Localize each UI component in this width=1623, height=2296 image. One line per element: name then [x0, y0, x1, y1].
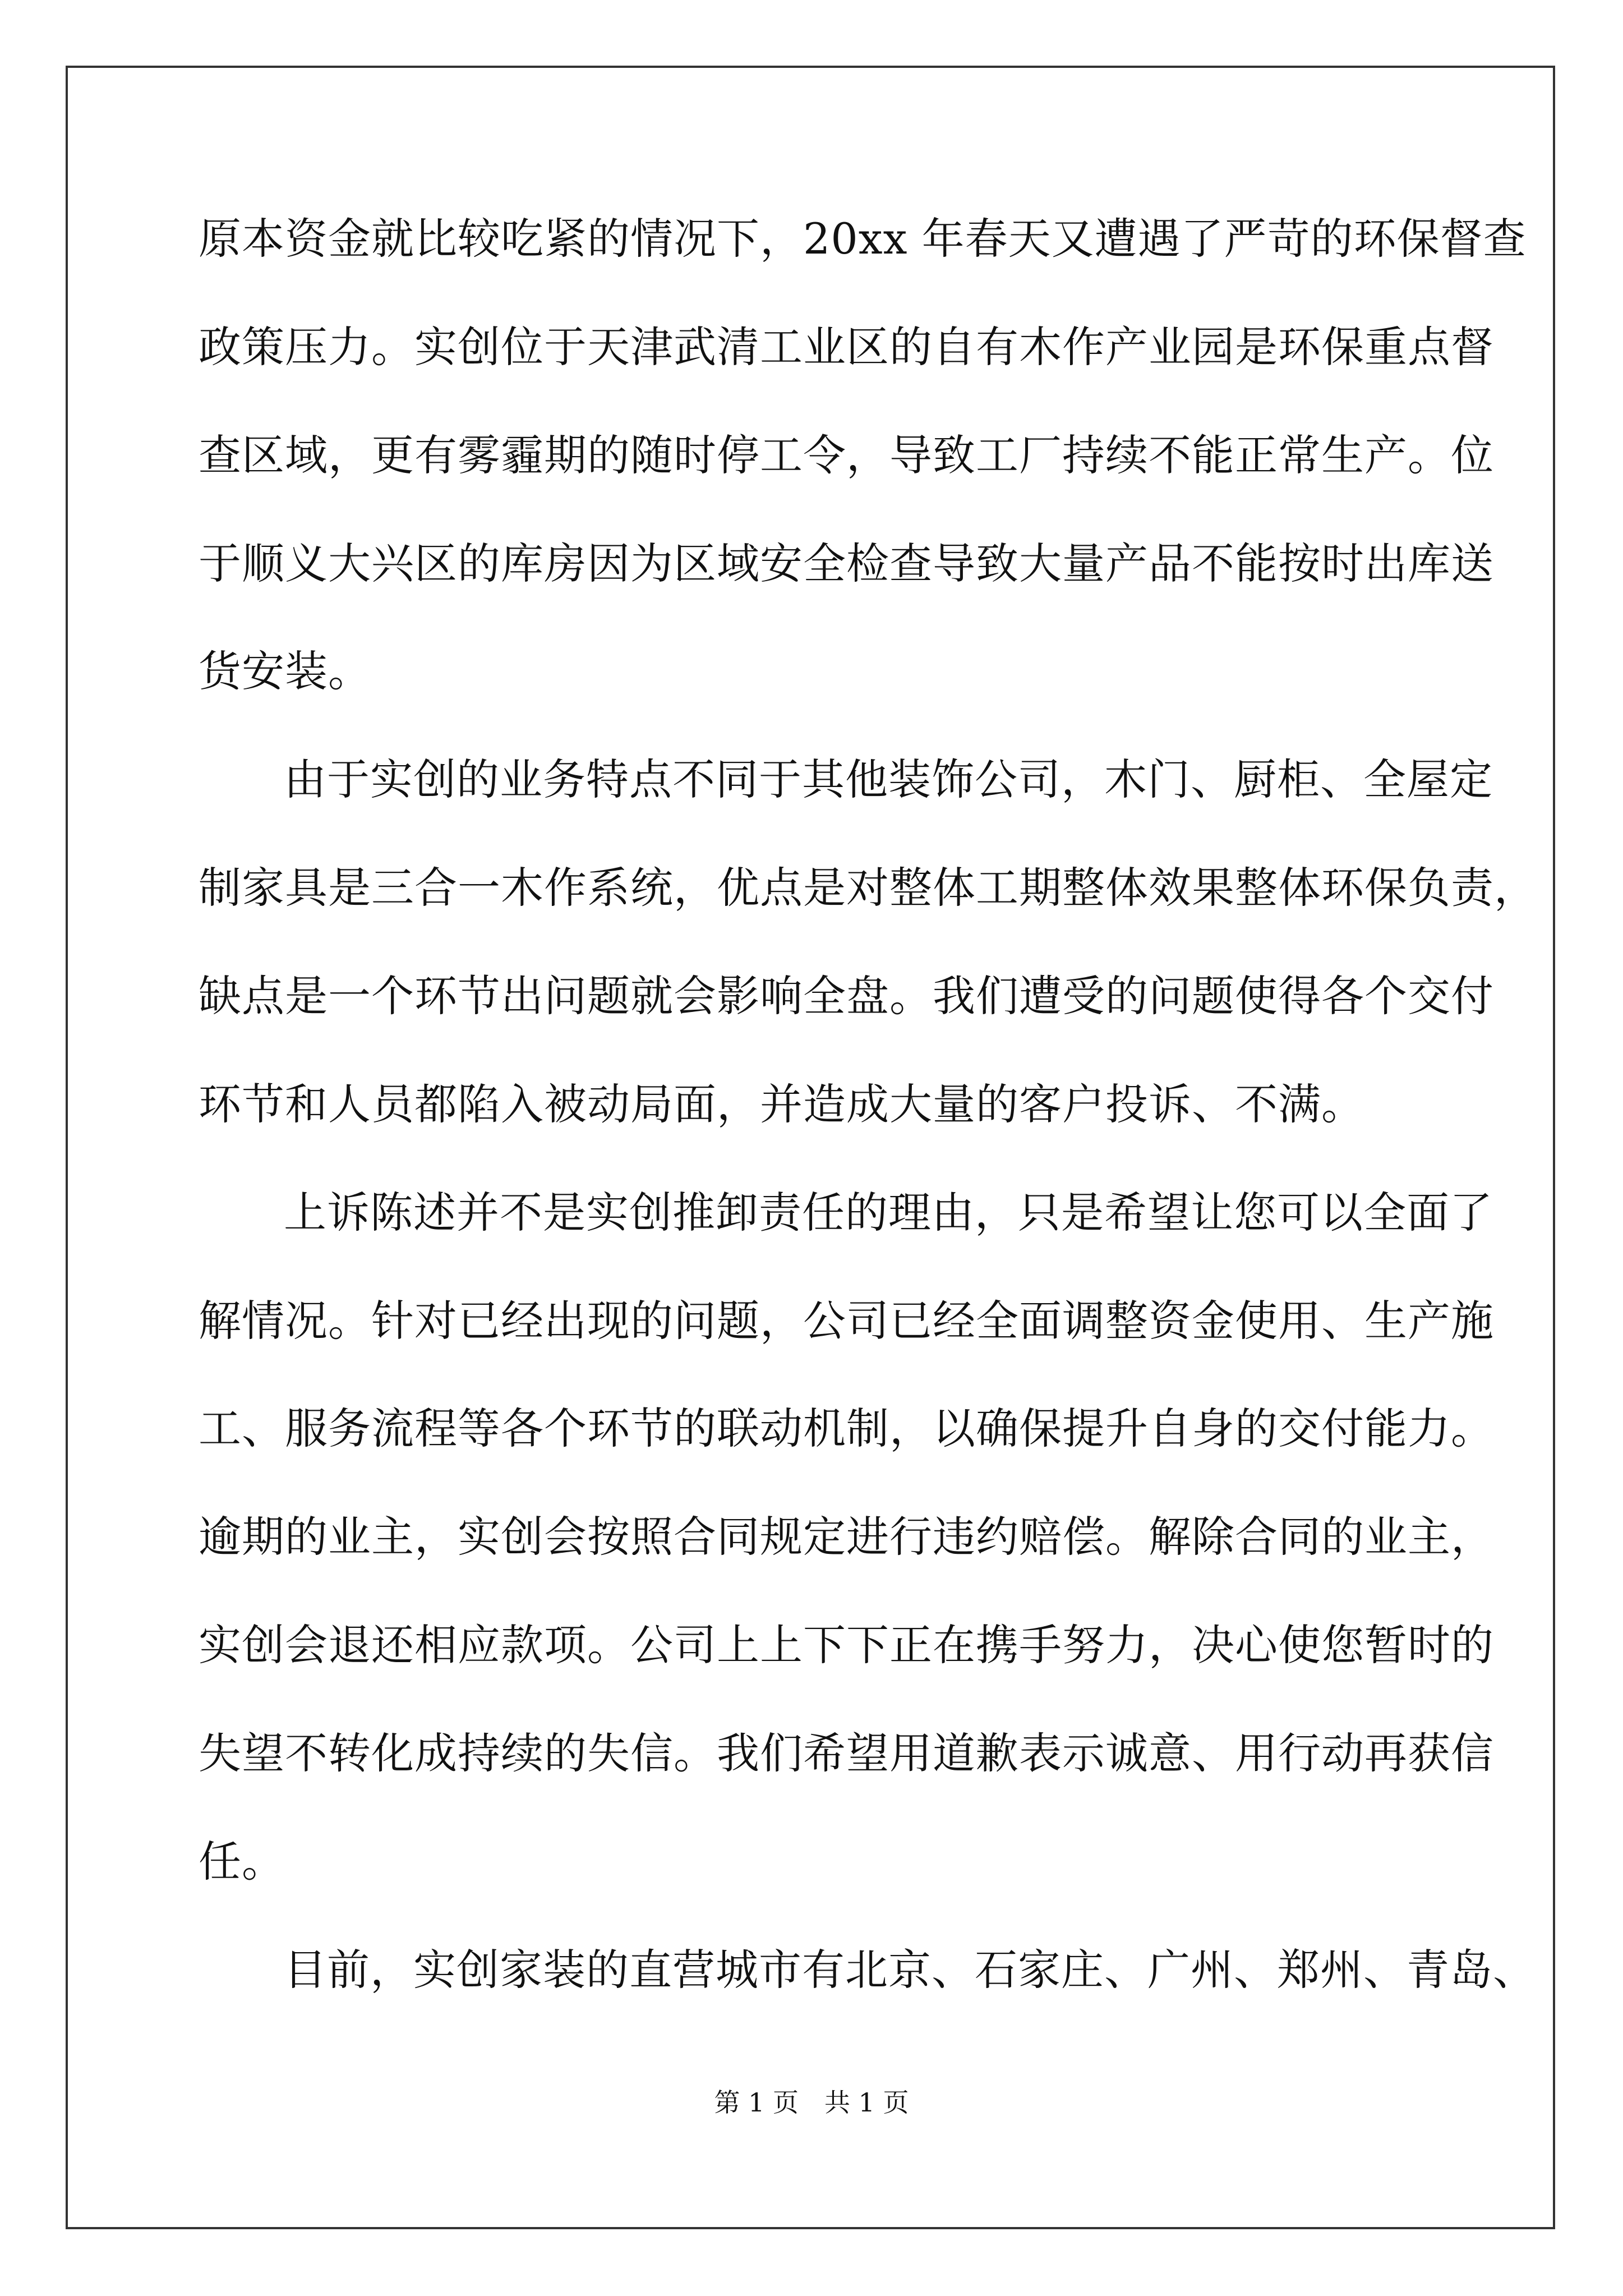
paragraph-start-line: 由于实创的业务特点不同于其他装饰公司，木门、厨柜、全屋定 — [284, 754, 1493, 804]
text-line: 原本资金就比较吃紧的情况下，20xx 年春天又遭遇了严苛的环保督查 — [199, 214, 1527, 264]
text-line: 逾期的业主，实创会按照合同规定进行违约赔偿。解除合同的业主， — [199, 1512, 1494, 1562]
page-border — [66, 66, 1555, 2229]
paragraph-start-line: 目前，实创家装的直营城市有北京、石家庄、广州、郑州、青岛、 — [284, 1945, 1536, 1995]
text-line: 政策压力。实创位于天津武清工业区的自有木作产业园是环保重点督 — [199, 322, 1494, 372]
page-number-footer: 第 1 页 共 1 页 — [714, 2087, 909, 2118]
text-line: 于顺义大兴区的库房因为区域安全检查导致大量产品不能按时出库送 — [199, 539, 1494, 588]
text-line: 货安装。 — [199, 646, 371, 696]
text-line: 解情况。针对已经出现的问题，公司已经全面调整资金使用、生产施 — [199, 1296, 1494, 1346]
text-line: 失望不转化成持续的失信。我们希望用道歉表示诚意、用行动再获信 — [199, 1728, 1494, 1778]
text-line: 任。 — [199, 1837, 285, 1887]
paragraph-start-line: 上诉陈述并不是实创推卸责任的理由，只是希望让您可以全面了 — [284, 1188, 1493, 1237]
text-line: 工、服务流程等各个环节的联动机制，以确保提升自身的交付能力。 — [199, 1404, 1494, 1453]
text-line: 查区域，更有雾霾期的随时停工令，导致工厂持续不能正常生产。位 — [199, 430, 1494, 480]
text-line: 环节和人员都陷入被动局面，并造成大量的客户投诉、不满。 — [199, 1079, 1364, 1129]
text-line: 实创会退还相应款项。公司上上下下正在携手努力，决心使您暂时的 — [199, 1620, 1494, 1670]
text-line: 制家具是三合一木作系统，优点是对整体工期整体效果整体环保负责， — [199, 863, 1537, 913]
text-line: 缺点是一个环节出问题就会影响全盘。我们遭受的问题使得各个交付 — [199, 971, 1494, 1021]
